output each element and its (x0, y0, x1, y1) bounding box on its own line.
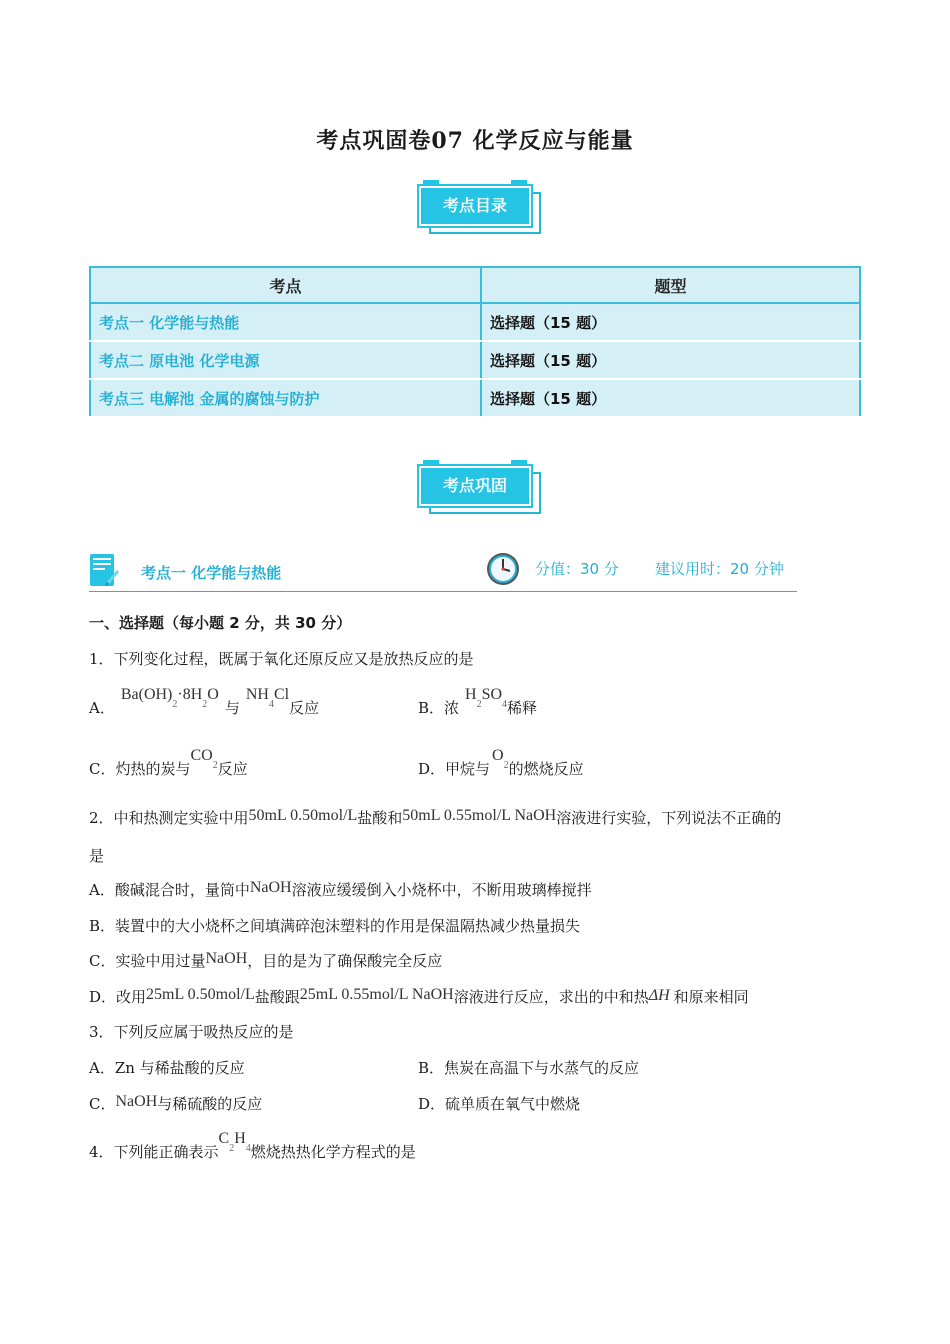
option-c: C．实验中用过量NaOH，目的是为了确保酸完全反应 (89, 950, 443, 970)
text: 反应 (289, 699, 320, 717)
toc-type: 选择题（15 题） (481, 303, 860, 341)
option-c: C．NaOH与稀硫酸的反应 (89, 1093, 263, 1113)
clock-icon (485, 551, 521, 587)
section-score: 分值：30 分 (535, 560, 619, 578)
text: 与 (224, 699, 240, 717)
toc-topic: 考点三 电解池 金属的腐蚀与防护 (90, 379, 481, 417)
option-b (418, 686, 538, 720)
page-title: 考点巩固卷07 化学反应与能量 (316, 128, 634, 154)
section-header (89, 550, 797, 592)
formula: 50mL 0.50mol/L (248, 807, 358, 824)
toc-table (89, 266, 861, 418)
toc-badge-label: 考点目录 (442, 196, 507, 215)
text: 的燃烧反应 (508, 760, 584, 778)
toc-type: 选择题（15 题） (481, 379, 860, 417)
option-c (89, 747, 248, 781)
question-stem: 2．中和热测定实验中用50mL 0.50mol/L盐酸和50mL 0.55mol/L NaOH溶液进行实验，下列说法不正确的 (89, 807, 782, 827)
formula: NaOH (249, 879, 292, 896)
option-d (418, 747, 584, 781)
option-b: B．焦炭在高温下与水蒸气的反应 (418, 1059, 640, 1077)
formula: $CO_2$ (190, 747, 218, 772)
toc-topic: 考点二 原电池 化学电源 (90, 341, 481, 379)
option-a: A．Zn 与稀盐酸的反应 (89, 1059, 245, 1077)
toc-header-type: 题型 (481, 267, 860, 303)
option-d: D．改用25mL 0.50mol/L盐酸跟25mL 0.55mol/L NaOH溶液进行反应，求出的中和热ΔH 和原来相同 (89, 986, 749, 1006)
option-label: A． (89, 699, 115, 717)
text: 稀释 (507, 699, 538, 717)
formula: $O_2$ (492, 747, 509, 772)
toc-type: 选择题（15 题） (481, 341, 860, 379)
question-stem: 4．下列能正确表示$C_2H_4$燃烧热热化学方程式的是 (89, 1130, 416, 1161)
notebook-icon (89, 552, 119, 588)
option-a (89, 686, 320, 720)
section-title: 考点一 化学能与热能 (141, 564, 282, 582)
text: 反应 (217, 760, 248, 778)
toc-header-row (90, 267, 860, 303)
formula: $C_2H_4$ (218, 1130, 251, 1155)
formula: 50mL 0.55mol/L NaOH (402, 807, 557, 824)
option-label: C．灼热的炭与 (89, 760, 191, 778)
formula: 25mL 0.55mol/L NaOH (299, 986, 454, 1003)
formula: $Ba(OH)_2\cdot 8H_2O$ (120, 686, 219, 711)
toc-header-topic: 考点 (90, 267, 481, 303)
toc-row (90, 379, 860, 417)
formula: $NH_4Cl$ (245, 686, 290, 711)
question-stem-cont: 是 (89, 847, 105, 865)
toc-row (90, 341, 860, 379)
toc-badge (419, 186, 543, 234)
toc-row (90, 303, 860, 341)
option-a: A．酸碱混合时，量筒中NaOH溶液应缓缓倒入小烧杯中，不断用玻璃棒搅拌 (89, 879, 592, 899)
formula: ΔH (648, 987, 670, 1004)
formula: 25mL 0.50mol/L (146, 986, 255, 1003)
formula: $H_2SO_4$ (465, 686, 508, 711)
question-stem: 1．下列变化过程，既属于氧化还原反应又是放热反应的是 (89, 650, 474, 668)
consolidate-badge-label: 考点巩固 (442, 476, 507, 495)
option-label: D．甲烷与 (418, 760, 491, 778)
consolidate-badge (419, 466, 543, 514)
formula: NaOH (115, 1093, 158, 1110)
option-b: B．装置中的大小烧杯之间填满碎泡沫塑料的作用是保温隔热减少热量损失 (89, 917, 581, 935)
toc-topic: 考点一 化学能与热能 (90, 303, 481, 341)
option-label: B．浓 (418, 699, 460, 717)
section-time: 建议用时：20 分钟 (655, 560, 784, 578)
option-d: D．硫单质在氧气中燃烧 (418, 1095, 581, 1113)
part-heading: 一、选择题（每小题 2 分，共 30 分） (89, 614, 352, 632)
formula: NaOH (205, 950, 248, 967)
question-stem: 3．下列反应属于吸热反应的是 (89, 1023, 294, 1041)
